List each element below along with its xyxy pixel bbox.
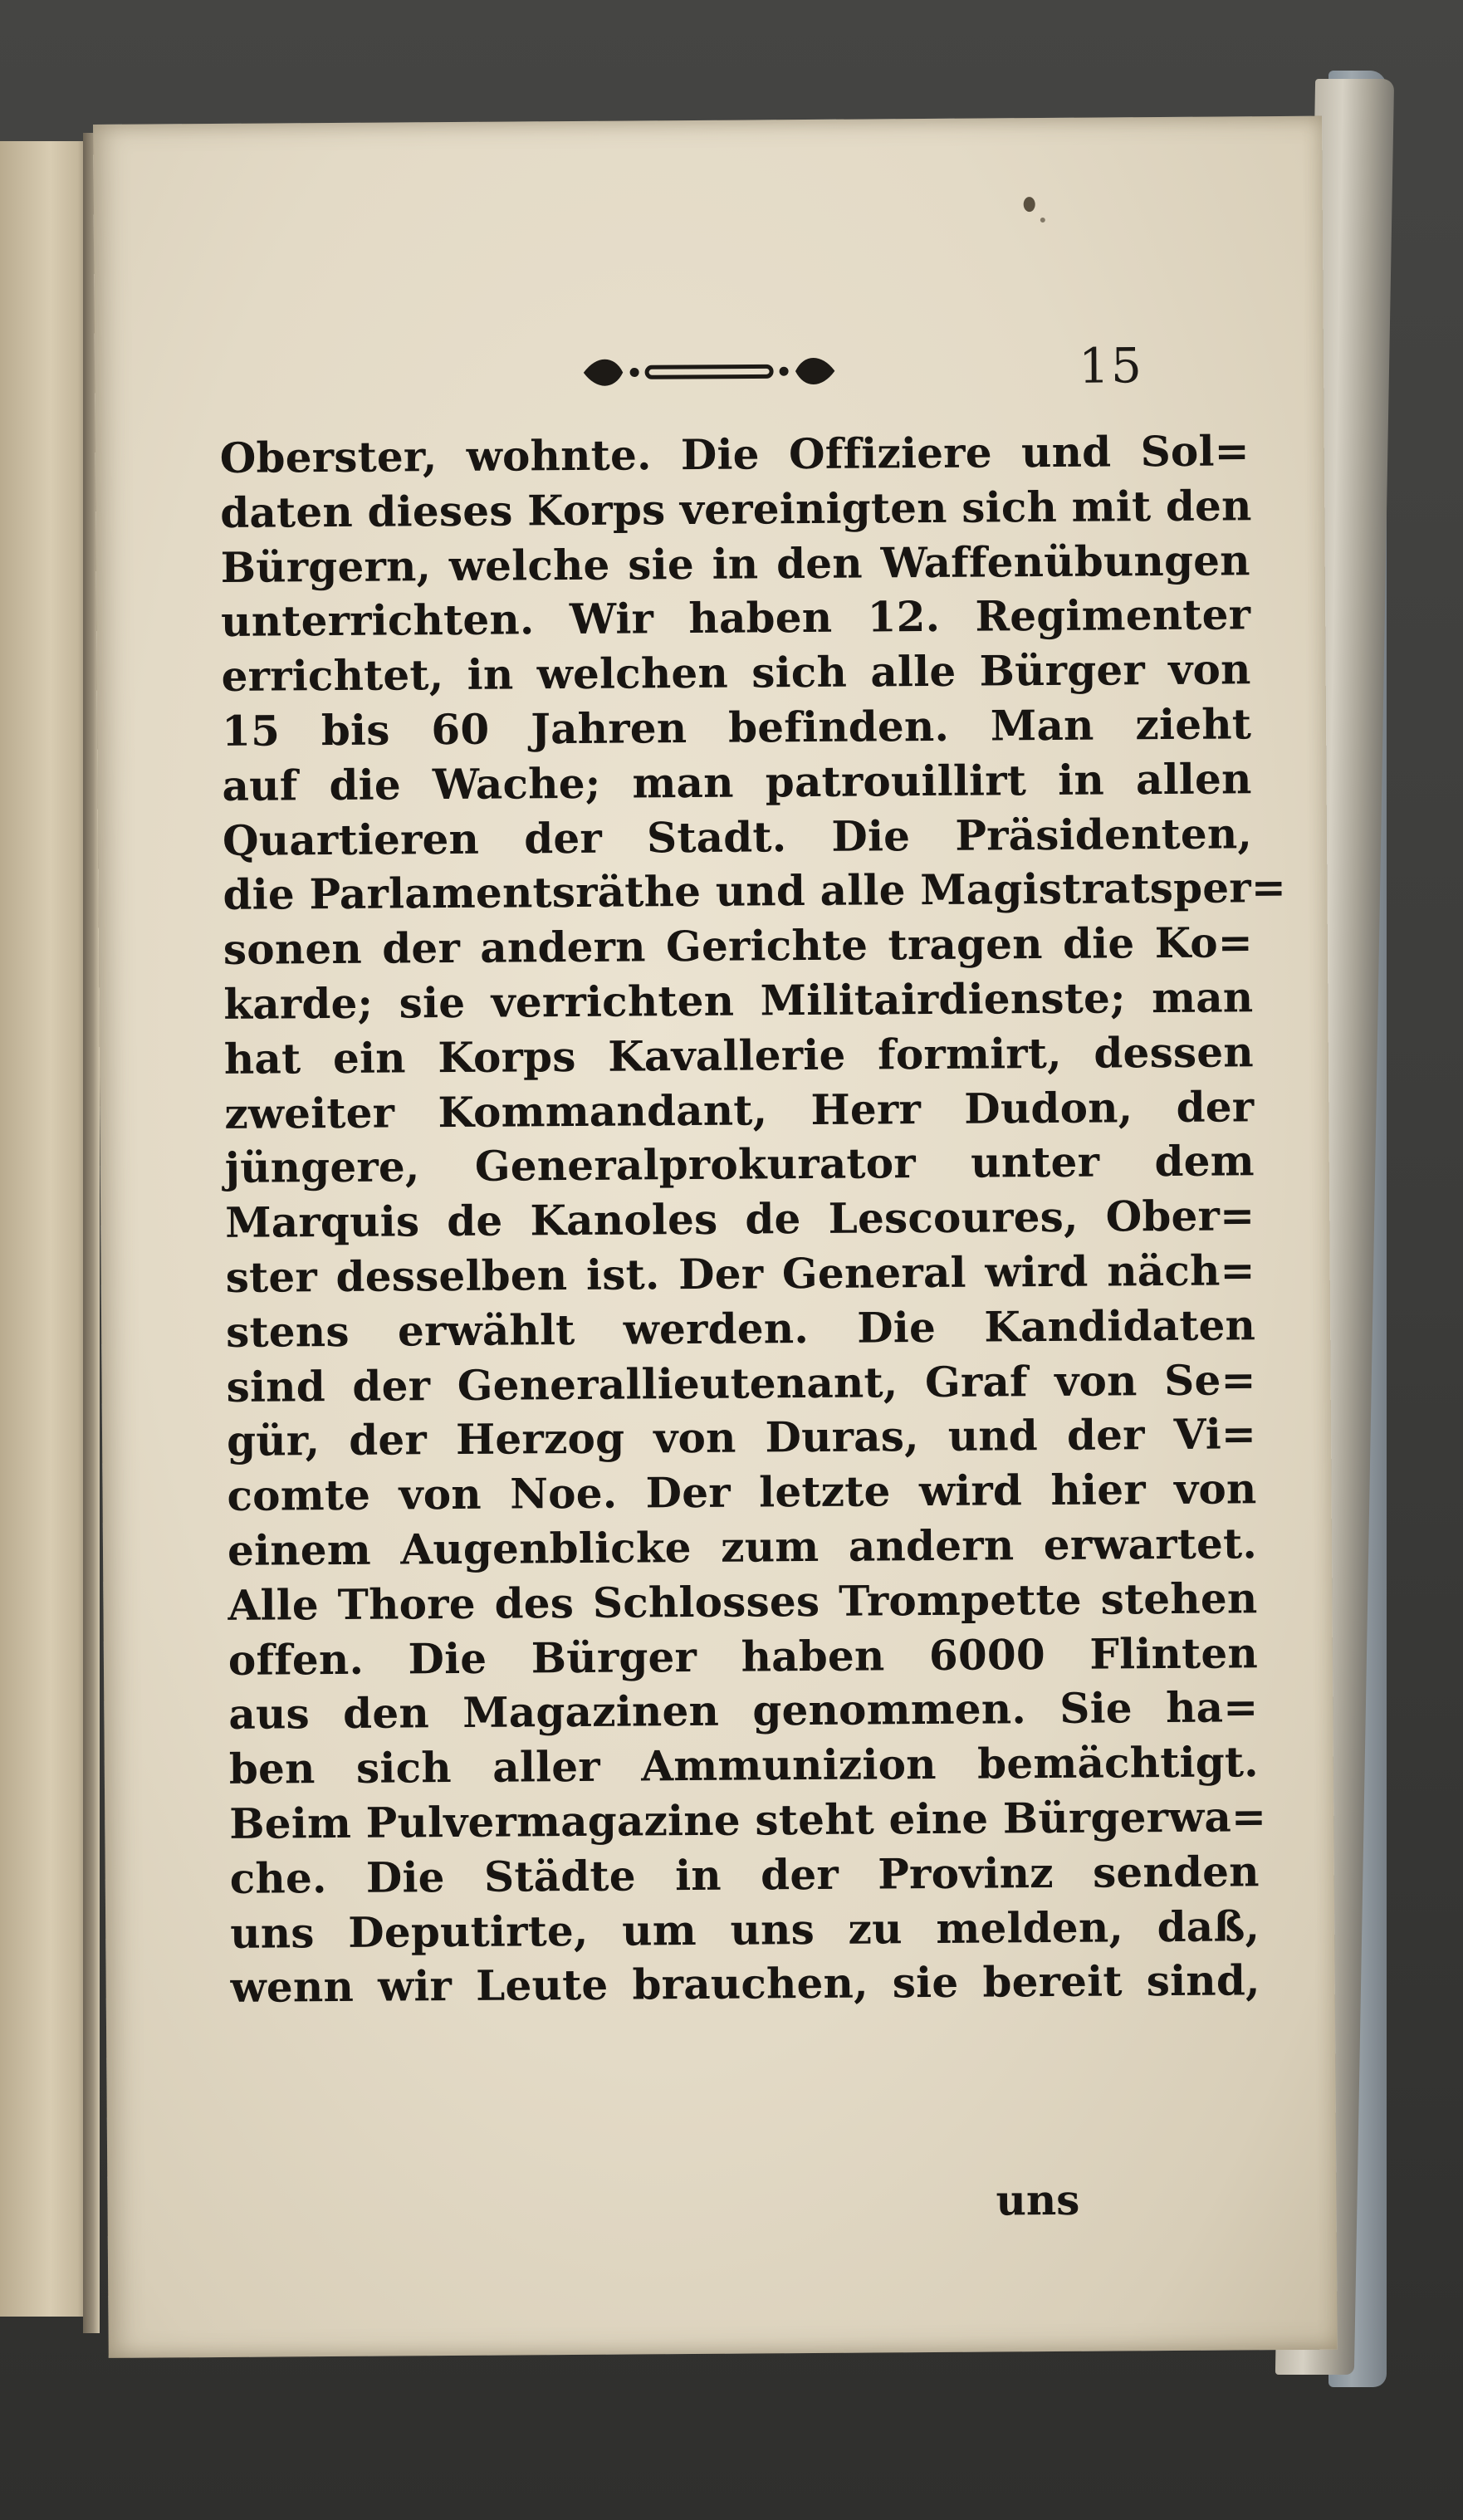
text-line: Bürgern, welche sie in den Waffenübungen [220,535,1250,592]
text-line: daten dieses Korps vereinigten sich mit den [220,481,1252,537]
text-line: Oberster, wohnte. Die Offiziere und Sol= [219,426,1250,482]
body-text [219,423,1287,2015]
text-line: einem Augenblicke zum andern erwartet. [227,1519,1258,1575]
text-line: Quartieren der Stadt. Die Präsidenten, [222,808,1253,865]
text-line: che. Die Städte in der Provinz senden [229,1846,1260,1903]
text-line: sonen der andern Gerichte tragen die Ko= [223,917,1254,975]
text-line: hat ein Korps Kavallerie formirt, dessen [223,1027,1255,1084]
text-line: ster desselben ist. Der General wird näch= [225,1245,1255,1302]
text-line: stens erwählt werden. Die Kandidaten [225,1300,1256,1357]
book-page [93,116,1338,2358]
text-line: karde; sie verrichten Militairdienste; man [223,972,1254,1029]
text-line: uns Deputirte, um uns zu melden, daß, [230,1901,1260,1958]
text-line: die Parlamentsräthe und alle Magistratsper= [223,863,1287,920]
text-line: sind der Generallieutenant, Graf von Se= [226,1354,1256,1412]
paper-speck [1040,218,1045,223]
text-line: jüngere, Generalprokurator unter dem [224,1136,1255,1193]
text-line: 15 bis 60 Jahren befinden. Man zieht [221,699,1252,756]
facing-page-edge [0,141,91,2317]
text-line: comte von Noe. Der letzte wird hier von [227,1464,1257,1521]
text-line: ben sich aller Ammunizion bemächtigt. [228,1737,1260,1794]
text-line: wenn wir Leute brauchen, sie bereit sind, [230,1955,1260,2013]
text-line: auf die Wache; man patrouillirt in allen [222,754,1252,810]
running-header [95,328,1324,411]
paper-speck [1024,197,1035,212]
text-line: Alle Thore des Schlosses Trompette stehen [228,1573,1258,1630]
rule-ornament-icon [576,346,842,398]
text-line: aus den Magazinen genommen. Sie ha= [228,1682,1259,1740]
page-number: 15 [1078,337,1144,394]
text-line: gür, der Herzog von Duras, und der Vi= [226,1409,1257,1466]
text-line: errichtet, in welchen sich alle Bürger von [221,644,1251,702]
text-line: Beim Pulvermagazine steht eine Bürgerwa= [229,1792,1267,1848]
text-line: zweiter Kommandant, Herr Dudon, der [224,1081,1255,1138]
text-line: Marquis de Kanoles de Lescoures, Ober= [225,1191,1255,1248]
text-line: offen. Die Bürger haben 6000 Flinten [228,1627,1259,1685]
catchword: uns [996,2175,1080,2225]
text-line: unterrichten. Wir haben 12. Regimenter [220,590,1251,647]
